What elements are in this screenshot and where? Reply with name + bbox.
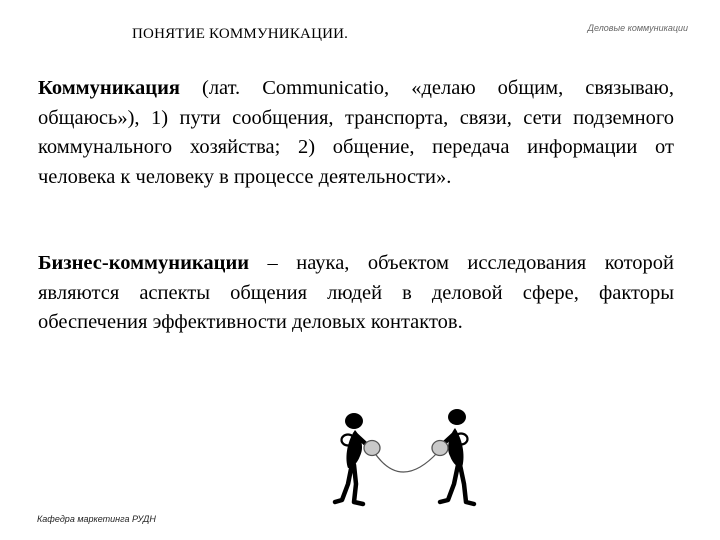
definition-term: Бизнес-коммуникации: [38, 252, 250, 274]
footer-department: Кафедра маркетинга РУДН: [37, 514, 156, 524]
definition-business-communication: [38, 249, 674, 338]
left-figure: [335, 413, 368, 504]
definition-text: – наука, объектом исследования которой являются аспекты общения людей в деловой сфере, факторы обеспечения эффективности деловых контактов.: [38, 252, 674, 333]
header-course-name: Деловые коммуникации: [587, 23, 688, 33]
definition-text: (лат. Communicatio, «делаю общим, связываю, общаюсь»), 1) пути сообщения, транспорта, связи, сети подземного коммунального хозяйства; 2) общение, передача информации от человека к человеку в процессе деятельности».: [38, 77, 674, 188]
definition-term: Коммуникация: [38, 77, 180, 99]
right-figure: [440, 409, 474, 504]
definition-communication: [38, 74, 674, 192]
page-title: ПОНЯТИЕ КОММУНИКАЦИИ.: [132, 26, 349, 42]
tin-can-telephone-figures-icon: [308, 398, 498, 528]
